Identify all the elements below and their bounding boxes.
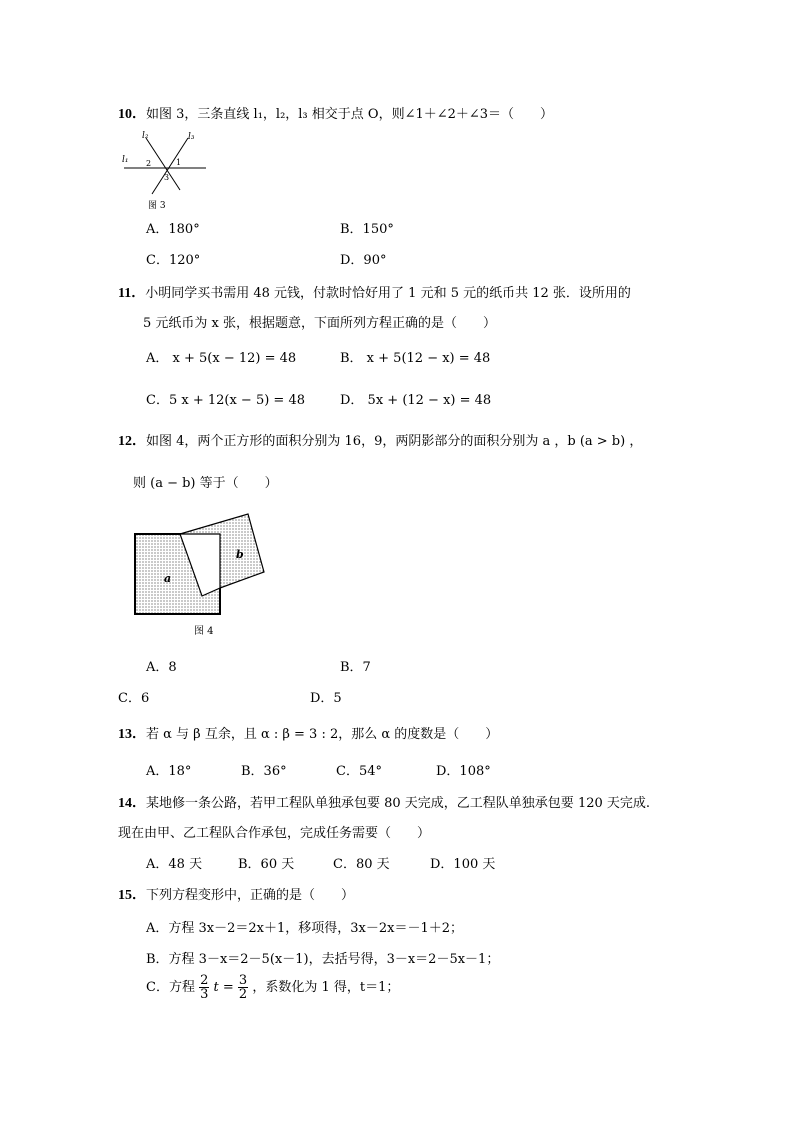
q10-text: 如图 3，三条直线 l₁，l₂，l₃ 相交于点 O，则∠1＋∠2＋∠3＝（ ） bbox=[146, 107, 554, 122]
label-l2: l₂ bbox=[142, 131, 149, 141]
angle-3: 3 bbox=[164, 173, 170, 182]
q10-option-d[interactable]: D．90° bbox=[340, 253, 387, 268]
q15-c-mid: t = bbox=[213, 980, 234, 995]
q13-option-c[interactable]: C．54° bbox=[336, 764, 382, 779]
q13-number: 13． bbox=[118, 727, 146, 742]
q15-text: 下列方程变形中，正确的是（ ） bbox=[146, 888, 355, 903]
q12-option-a[interactable]: A．8 bbox=[146, 660, 177, 675]
q12-option-d[interactable]: D．5 bbox=[310, 691, 342, 706]
q11-text-line2: 5 元纸币为 x 张，根据题意，下面所列方程正确的是（ ） bbox=[143, 316, 496, 331]
q11-option-a[interactable]: A． x + 5(x − 12) = 48 bbox=[146, 351, 297, 366]
q15 bbox=[118, 884, 354, 904]
q13-option-a[interactable]: A．18° bbox=[146, 764, 192, 779]
q11-option-b[interactable]: B． x + 5(12 − x) = 48 bbox=[340, 351, 491, 366]
q15-option-b[interactable]: B．方程 3－x＝2－5(x－1)，去括号得，3－x＝2－5x－1； bbox=[146, 952, 500, 967]
q15-c-frac1: $\frac{2}{3}$ bbox=[200, 973, 209, 1002]
line-l3 bbox=[152, 138, 188, 194]
q11-option-d[interactable]: D． 5x + (12 − x) = 48 bbox=[340, 393, 492, 408]
q13-option-b[interactable]: B．36° bbox=[241, 764, 287, 779]
fig4-caption: 图 4 bbox=[194, 626, 214, 637]
q13 bbox=[118, 723, 498, 743]
q12-option-c[interactable]: C．6 bbox=[118, 691, 150, 706]
line-l2 bbox=[146, 138, 180, 190]
q15-option-c[interactable] bbox=[146, 974, 399, 1001]
q14-option-b[interactable]: B．60 天 bbox=[238, 857, 295, 872]
q11-option-c[interactable]: C．5 x + 12(x − 5) = 48 bbox=[146, 393, 305, 408]
q14-text-line2: 现在由甲、乙工程队合作承包，完成任务需要（ ） bbox=[118, 826, 431, 841]
q10-option-a[interactable]: A．180° bbox=[146, 222, 200, 237]
figure-4 bbox=[130, 510, 270, 640]
q14-option-c[interactable]: C．80 天 bbox=[333, 857, 390, 872]
q14-text-line1: 某地修一条公路，若甲工程队单独承包要 80 天完成，乙工程队单独承包要 120 天完成. bbox=[146, 796, 651, 811]
label-l1: l₁ bbox=[122, 155, 129, 165]
q14-option-a[interactable]: A．48 天 bbox=[146, 857, 203, 872]
q12 bbox=[118, 430, 642, 450]
q14-option-d[interactable]: D．100 天 bbox=[430, 857, 496, 872]
label-a: a bbox=[164, 572, 172, 585]
q10-number: 10． bbox=[118, 107, 146, 122]
q10-option-b[interactable]: B．150° bbox=[340, 222, 394, 237]
angle-2: 2 bbox=[146, 159, 152, 168]
label-l3: l₃ bbox=[188, 132, 195, 142]
figure-3 bbox=[118, 128, 213, 211]
q11 bbox=[118, 282, 631, 302]
q15-option-a[interactable]: A．方程 3x－2＝2x＋1，移项得，3x－2x＝－1＋2； bbox=[146, 921, 464, 936]
q13-text: 若 α 与 β 互余，且 α : β = 3 : 2，那么 α 的度数是（ ） bbox=[146, 727, 499, 742]
fig3-caption: 图 3 bbox=[148, 201, 166, 211]
q11-text-line1: 小明同学买书需用 48 元钱，付款时恰好用了 1 元和 5 元的纸币共 12 张．设所用的 bbox=[145, 286, 631, 301]
q15-c-prefix: C．方程 bbox=[146, 980, 195, 995]
q15-c-suffix: ，系数化为 1 得，t＝1； bbox=[252, 980, 400, 995]
q10-option-c[interactable]: C．120° bbox=[146, 253, 201, 268]
q12-number: 12． bbox=[118, 434, 146, 449]
q12-text-line2: 则 (a − b) 等于（ ） bbox=[133, 476, 278, 491]
label-b: b bbox=[236, 548, 244, 561]
q12-option-b[interactable]: B．7 bbox=[340, 660, 371, 675]
q15-c-frac2: $\frac{3}{2}$ bbox=[238, 973, 248, 1002]
angle-1: 1 bbox=[176, 158, 182, 167]
q14-number: 14． bbox=[118, 796, 146, 811]
q11-number: 11． bbox=[118, 286, 146, 301]
q13-option-d[interactable]: D．108° bbox=[436, 764, 491, 779]
q12-text-line1: 如图 4，两个正方形的面积分别为 16，9，两阴影部分的面积分别为 a ，b (a > b) ， bbox=[146, 434, 643, 449]
q15-number: 15． bbox=[118, 888, 146, 903]
q10 bbox=[118, 103, 553, 123]
q14 bbox=[118, 792, 650, 812]
